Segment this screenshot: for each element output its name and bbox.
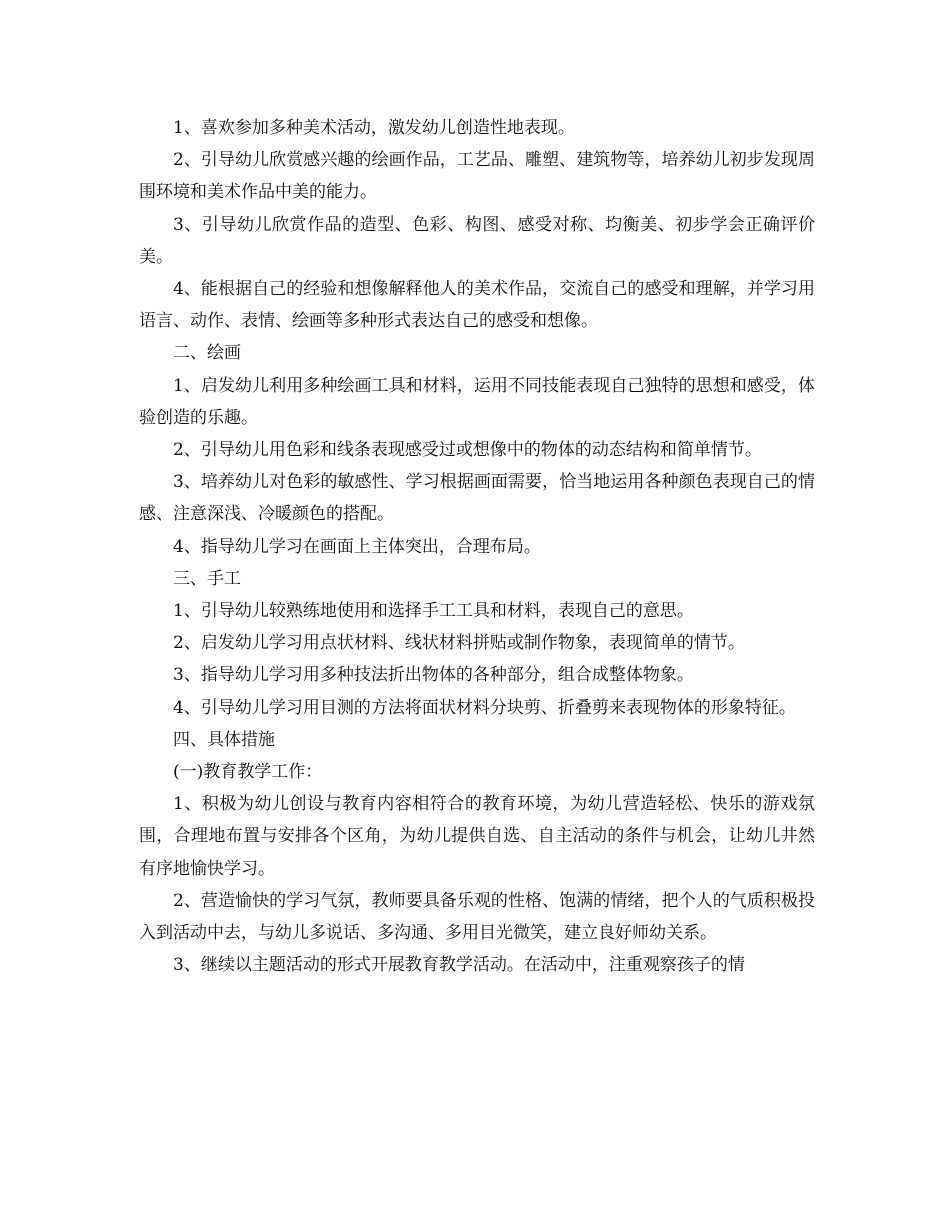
paragraph-handcraft-folding: 3、指导幼儿学习用多种技法折出物体的各种部分，组合成整体物象。 bbox=[173, 665, 694, 686]
document-body bbox=[139, 112, 815, 981]
paragraph-painting-layout: 4、指导幼儿学习在画面上主体突出，合理布局。 bbox=[173, 536, 541, 557]
paragraph-appreciate-form: 3、引导幼儿欣赏作品的造型、色彩、构图、感受对称、均衡美、初步学会正确评价美。 bbox=[139, 214, 815, 267]
paragraph-art-activities: 1、喜欢参加多种美术活动，激发幼儿创造性地表现。 bbox=[173, 118, 575, 138]
paragraph-handcraft-collage: 2、启发幼儿学习用点状材料、线状材料拼贴或制作物象，表现简单的情节。 bbox=[173, 633, 745, 654]
paragraph-handcraft-cutting: 4、引导幼儿学习用目测的方法将面状材料分块剪、折叠剪来表现物体的形象特征。 bbox=[173, 697, 796, 718]
section-heading-painting: 二、绘画 bbox=[173, 343, 241, 364]
paragraph-painting-color-line: 2、引导幼儿用色彩和线条表现感受过或想像中的物体的动态结构和简单情节。 bbox=[173, 440, 762, 461]
paragraph-teaching-themes: 3、继续以主题活动的形式开展教育教学活动。在活动中，注重观察孩子的情 bbox=[173, 955, 745, 976]
subsection-heading-teaching: (一)教育教学工作： bbox=[173, 762, 323, 783]
paragraph-teaching-atmosphere: 2、营造愉快的学习气氛，教师要具备乐观的性格、饱满的情绪，把个人的气质积极投入到活动中去，与幼儿多说话、多沟通、多用目光微笑，建立良好师幼关系。 bbox=[139, 890, 815, 944]
paragraph-painting-tools: 1、启发幼儿利用多种绘画工具和材料，运用不同技能表现自己独特的思想和感受，体验创造的乐趣。 bbox=[139, 375, 815, 428]
paragraph-handcraft-tools: 1、引导幼儿较熟练地使用和选择手工工具和材料，表现自己的意思。 bbox=[173, 601, 694, 622]
paragraph-teaching-environment: 1、积极为幼儿创设与教育内容相符合的教育环境，为幼儿营造轻松、快乐的游戏氛围，合理地布置与安排各个区角，为幼儿提供自选、自主活动的条件与机会，让幼儿井然有序地愉快学习。 bbox=[139, 794, 815, 879]
paragraph-interpret-works: 4、能根据自己的经验和想像解释他人的美术作品，交流自己的感受和理解，并学习用语言、动作、表情、绘画等多种形式表达自己的感受和想像。 bbox=[139, 279, 815, 332]
paragraph-appreciate-works: 2、引导幼儿欣赏感兴趣的绘画作品，工艺品、雕塑、建筑物等，培养幼儿初步发现周围环境和美术作品中美的能力。 bbox=[139, 150, 815, 203]
section-heading-measures: 四、具体措施 bbox=[173, 729, 275, 750]
paragraph-painting-color-sensitivity: 3、培养幼儿对色彩的敏感性、学习根据画面需要，恰当地运用各种颜色表现自己的情感、注意深浅、冷暖颜色的搭配。 bbox=[139, 472, 815, 525]
section-heading-handcraft: 三、手工 bbox=[173, 568, 241, 589]
